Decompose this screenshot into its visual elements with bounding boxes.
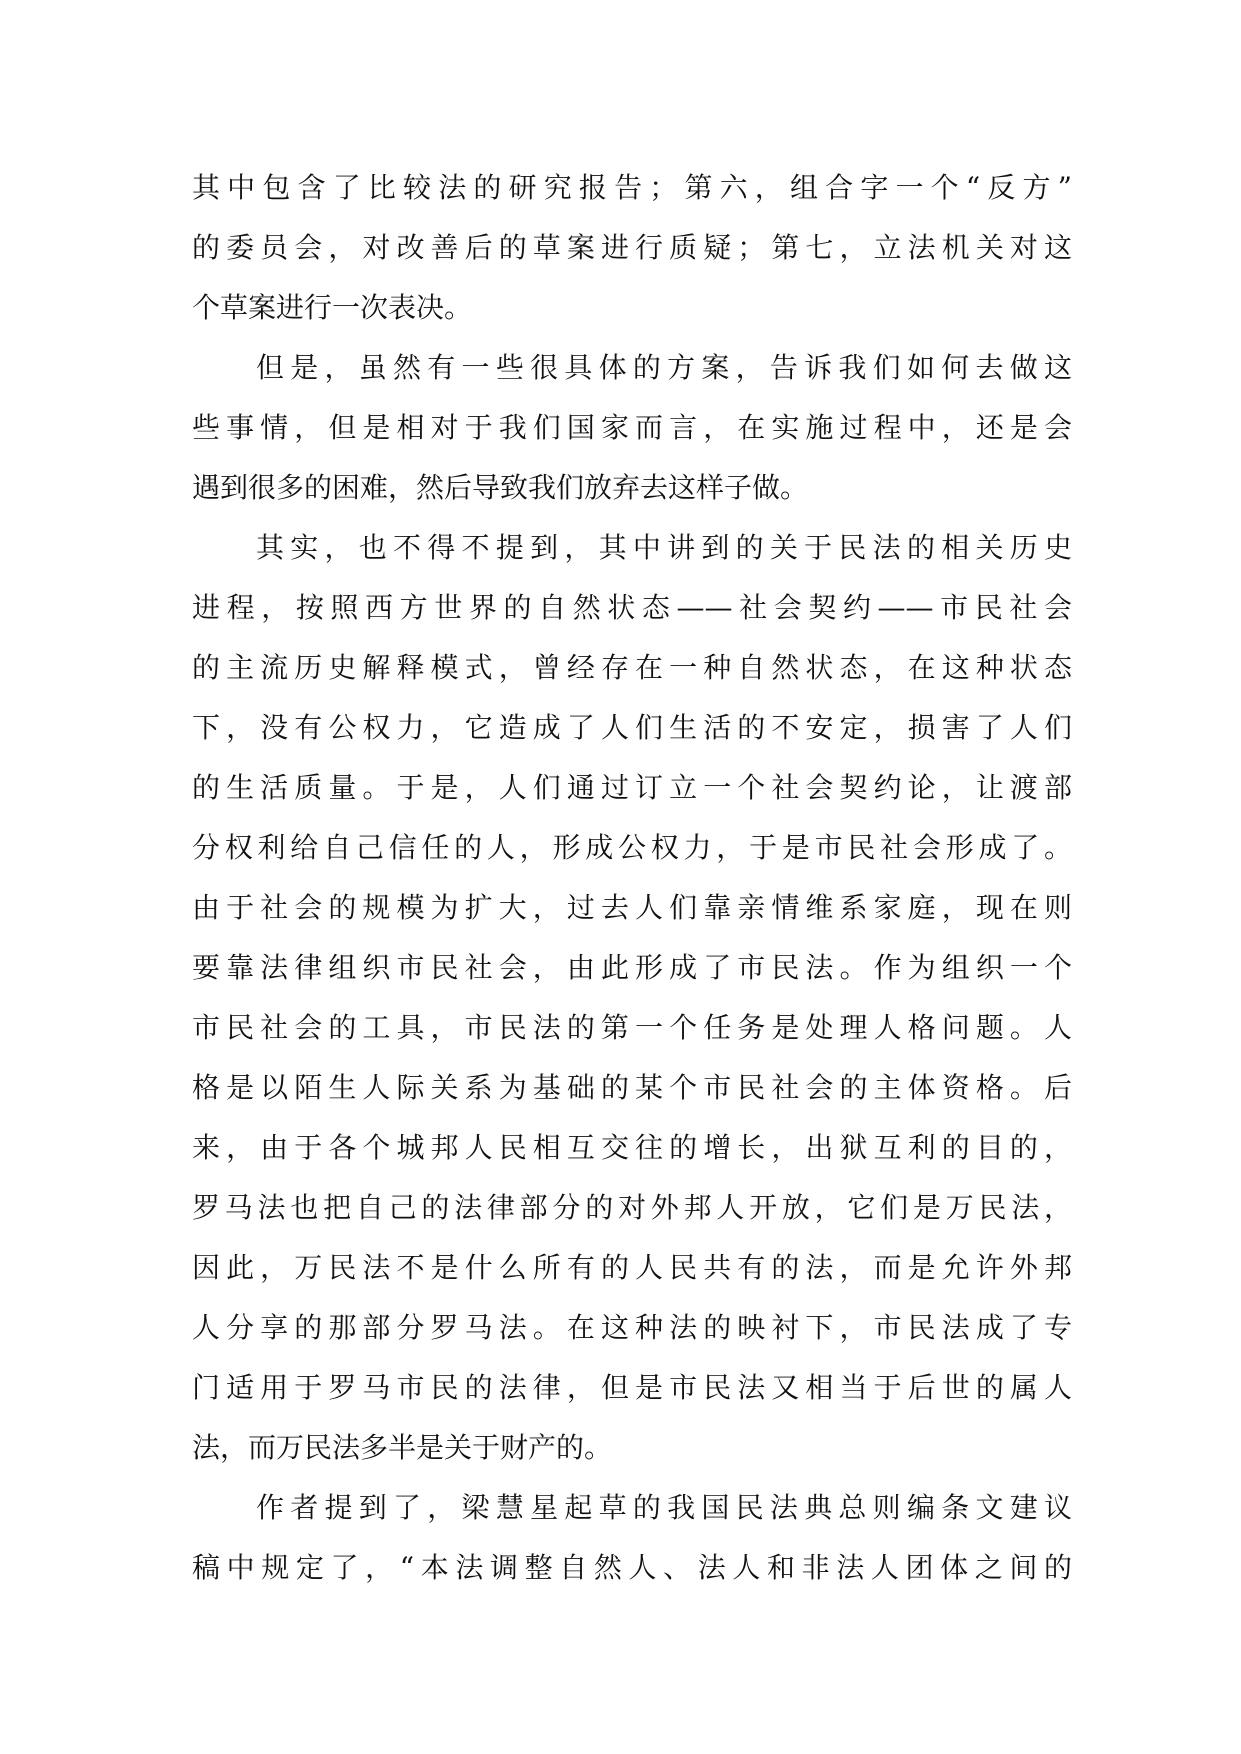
text-line: 些事情，但是相对于我们国家而言，在实施过程中，还是会 [192,411,1072,444]
text-line: 市民社会的工具，市民法的第一个任务是处理人格问题。人 [192,1011,1072,1044]
text-line: 遇到很多的困难，然后导致我们放弃去这样子做。 [192,471,809,504]
text-line: 进程，按照西方世界的自然状态——社会契约——市民社会 [192,591,1072,624]
text-line: 但是，虽然有一些很具体的方案，告诉我们如何去做这 [256,351,1072,384]
text-line: 门适用于罗马市民的法律，但是市民法又相当于后世的属人 [192,1371,1072,1404]
text-line: 要靠法律组织市民社会，由此形成了市民法。作为组织一个 [192,951,1072,984]
text-line: 的生活质量。于是，人们通过订立一个社会契约论，让渡部 [192,771,1072,804]
text-line: 的主流历史解释模式，曾经存在一种自然状态，在这种状态 [192,651,1072,684]
text-line: 因此，万民法不是什么所有的人民共有的法，而是允许外邦 [192,1251,1072,1284]
text-line: 格是以陌生人际关系为基础的某个市民社会的主体资格。后 [192,1071,1072,1104]
text-line: 罗马法也把自己的法律部分的对外邦人开放，它们是万民法， [192,1191,1072,1224]
text-line: 下，没有公权力，它造成了人们生活的不安定，损害了人们 [192,711,1072,744]
text-line: 分权利给自己信任的人，形成公权力，于是市民社会形成了。 [192,831,1072,864]
text-line: 稿中规定了，“本法调整自然人、法人和非法人团体之间的 [192,1551,1072,1584]
text-line: 法，而万民法多半是关于财产的。 [192,1431,613,1464]
text-line: 其实，也不得不提到，其中讲到的关于民法的相关历史 [256,531,1072,564]
text-line: 来，由于各个城邦人民相互交往的增长，出狱互利的目的， [192,1131,1072,1164]
text-line: 其中包含了比较法的研究报告；第六，组合字一个“反方” [192,171,1072,204]
body-text [192,158,1072,1598]
text-line: 由于社会的规模为扩大，过去人们靠亲情维系家庭，现在则 [192,891,1072,924]
text-line: 人分享的那部分罗马法。在这种法的映衬下，市民法成了专 [192,1311,1072,1344]
text-line: 个草案进行一次表决。 [192,291,473,324]
text-line: 作者提到了，梁慧星起草的我国民法典总则编条文建议 [256,1491,1072,1524]
text-line: 的委员会，对改善后的草案进行质疑；第七，立法机关对这 [192,231,1072,264]
